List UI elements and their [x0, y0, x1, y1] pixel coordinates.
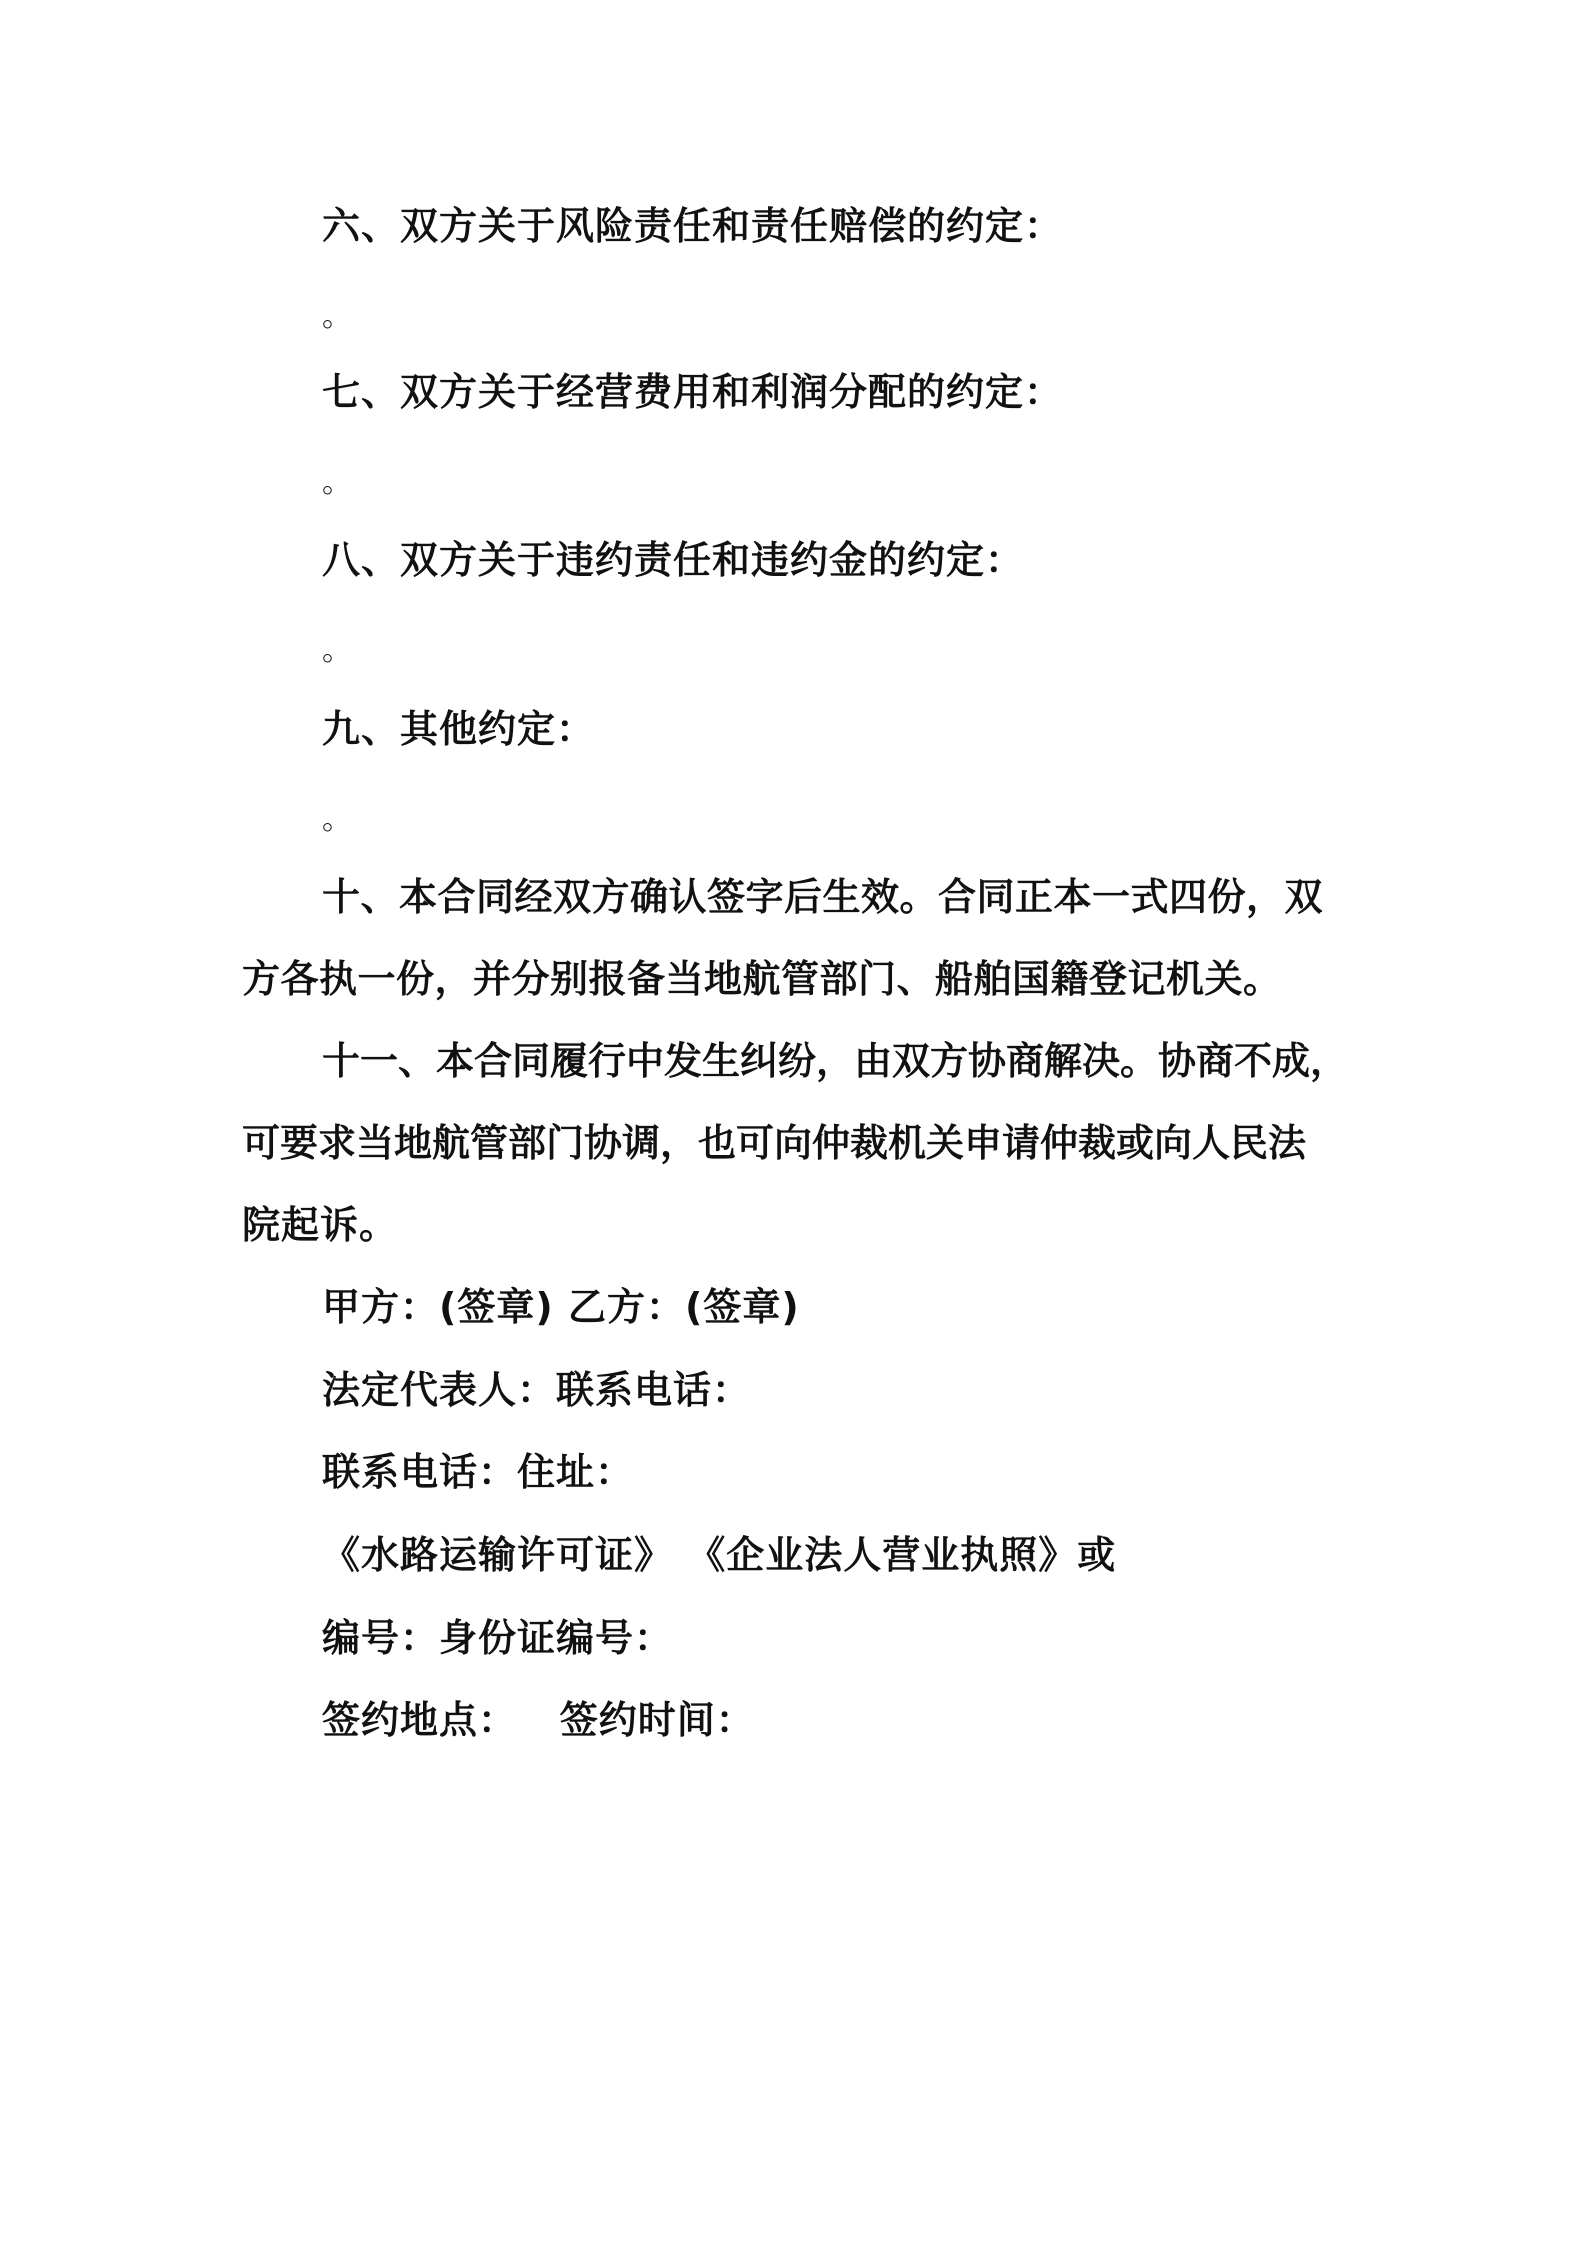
clause-11-line-2: 可要求当地航管部门协调，也可向仲裁机关申请仲裁或向人民法 [242, 1121, 1307, 1165]
clause-9-fill: 。 [322, 802, 352, 837]
clause-11-line-3: 院起诉。 [242, 1203, 399, 1247]
contact-address-line: 联系电话：住址： [322, 1450, 635, 1494]
clause-8-heading: 八、双方关于违约责任和违约金的约定： [322, 538, 1025, 582]
clause-10-line-1: 十、本合同经双方确认签字后生效。合同正本一式四份，双 [322, 875, 1324, 919]
signature-parties: 甲方：(签章) 乙方：(签章) [322, 1285, 800, 1329]
clause-6-fill: 。 [322, 299, 352, 334]
clause-7-heading: 七、双方关于经营费用和利润分配的约定： [322, 370, 1064, 414]
licenses-line: 《水路运输许可证》 《企业法人营业执照》或 [322, 1533, 1117, 1577]
legal-representative-line: 法定代表人：联系电话： [322, 1368, 752, 1412]
clause-6-heading: 六、双方关于风险责任和责任赔偿的约定： [322, 204, 1064, 248]
clause-11-line-1: 十一、本合同履行中发生纠纷，由双方协商解决。协商不成， [322, 1039, 1349, 1083]
clause-7-fill: 。 [322, 465, 352, 500]
signing-place-time-line: 签约地点： 签约时间： [322, 1698, 755, 1742]
clause-10-line-2: 方各执一份，并分别报备当地航管部门、船舶国籍登记机关。 [242, 957, 1282, 1001]
id-numbers-line: 编号：身份证编号： [322, 1616, 674, 1660]
clause-8-fill: 。 [322, 633, 352, 668]
clause-9-heading: 九、其他约定： [322, 707, 596, 751]
